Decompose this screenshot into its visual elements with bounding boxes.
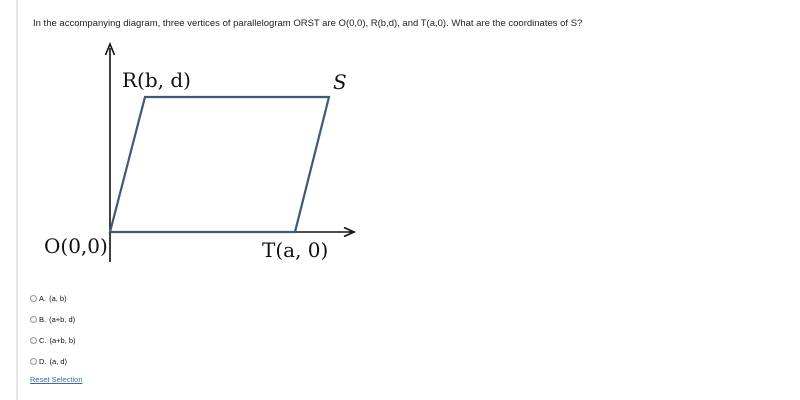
answer-choices bbox=[30, 288, 76, 372]
choice-text: (a+b, d) bbox=[49, 315, 76, 324]
choice-d[interactable] bbox=[30, 351, 76, 372]
choice-letter: B. bbox=[39, 315, 47, 324]
parallelogram-orst bbox=[110, 97, 329, 232]
choice-letter: D. bbox=[39, 357, 47, 366]
label-s: S bbox=[333, 70, 347, 94]
label-t: T(a, 0) bbox=[262, 238, 329, 262]
choice-c[interactable] bbox=[30, 330, 76, 351]
choice-text: (a, b) bbox=[49, 294, 67, 303]
choice-letter: C. bbox=[39, 336, 47, 345]
reset-selection-link[interactable]: Reset Selection bbox=[30, 375, 83, 384]
choice-letter: A. bbox=[39, 294, 47, 303]
choice-text: (a, d) bbox=[49, 357, 68, 366]
choice-a[interactable] bbox=[30, 288, 76, 309]
question-text: In the accompanying diagram, three vertices of parallelogram ORST are O(0,0), R(b,d), and T(a,0). What are the coordinates of S? bbox=[33, 18, 583, 29]
label-o: O(0,0) bbox=[44, 234, 108, 258]
choice-b[interactable] bbox=[30, 309, 76, 330]
radio-button[interactable] bbox=[30, 337, 37, 344]
label-r: R(b, d) bbox=[122, 68, 191, 92]
radio-button[interactable] bbox=[30, 316, 37, 323]
radio-button[interactable] bbox=[30, 295, 37, 302]
radio-button[interactable] bbox=[30, 358, 37, 365]
choice-text: (a+b, b) bbox=[49, 336, 76, 345]
